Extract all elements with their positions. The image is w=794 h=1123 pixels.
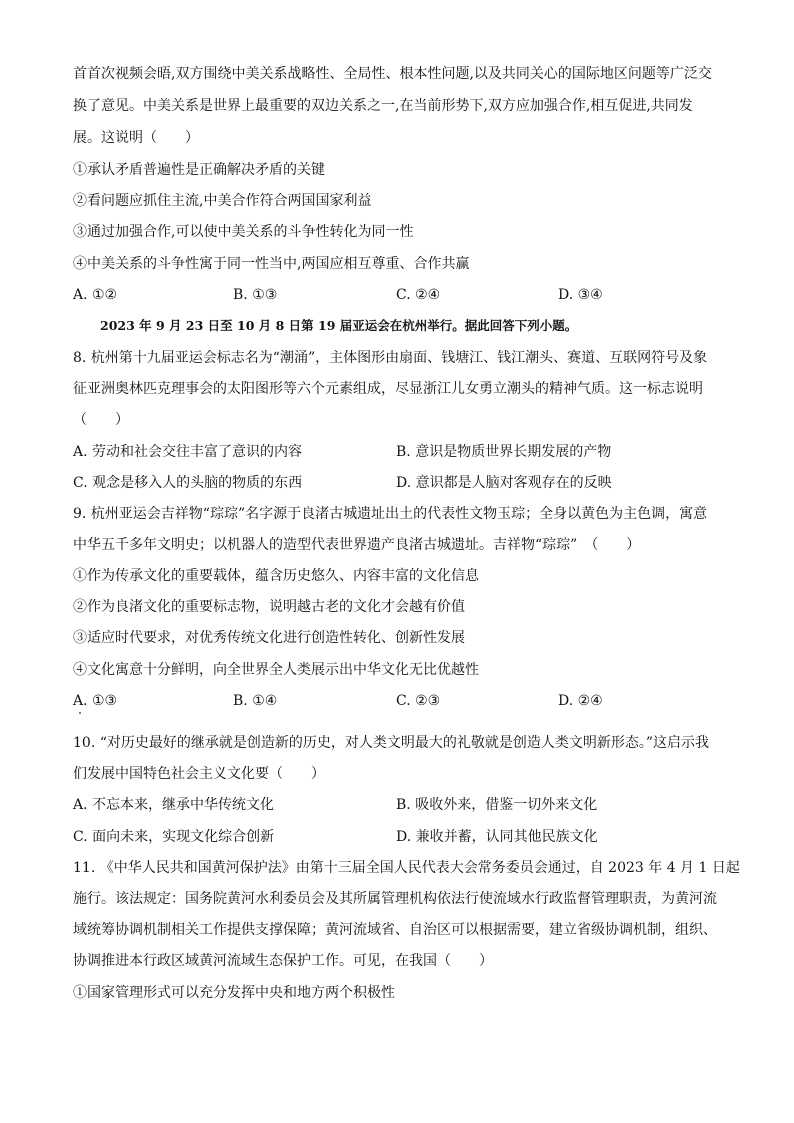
q7-statement-2: ②看问题应抓住主流,中美合作符合两国国家利益 — [73, 193, 372, 209]
q11-statement-1: ①国家管理形式可以充分发挥中央和地方两个积极性 — [73, 985, 395, 1001]
q7-statement-4: ④中美关系的斗争性寓于同一性当中,两国应相互尊重、合作共赢 — [73, 256, 470, 272]
q9-stem-line-2: 中华五千多年文明史；以机器人的造型代表世界遗产良渚古城遗址。吉祥物“琮琮” （ ） — [73, 537, 641, 553]
q11-stem-line-1: 11. 《中华人民共和国黄河保护法》由第十三届全国人民代表大会常务委员会通过，自 2023 年 4 月 1 日起 — [73, 860, 740, 876]
q7-statement-3: ③通过加强合作,可以使中美关系的斗争性转化为同一性 — [73, 224, 414, 240]
context-note: 2023 年 9 月 23 日至 10 月 8 日第 19 届亚运会在杭州举行。据此回答下列小题。 — [100, 318, 578, 333]
q7-option-c: C. ②④ — [396, 287, 441, 303]
q8-stem-line-2: 征亚洲奥林匹克理事会的太阳图形等六个元素组成，尽显浙江儿女勇立潮头的精神气质。这一标志说明 — [73, 381, 703, 397]
q7-stem-line-1: 首首次视频会晤,双方围绕中美关系战略性、全局性、根本性问题,以及共同关心的国际地区问题等广泛交 — [73, 66, 712, 82]
q9-statement-1: ①作为传承文化的重要载体，蕴含历史悠久、内容丰富的文化信息 — [73, 568, 479, 584]
q11-stem-line-4: 协调推进本行政区域黄河流域生态保护工作。可见，在我国（ ） — [73, 953, 493, 969]
q11-stem-line-2: 施行。该法规定：国务院黄河水利委员会及其所属管理机构依法行使流域水行政监督管理职责，为黄河流 — [73, 891, 717, 907]
q9-statement-3: ③适应时代要求，对优秀传统文化进行创造性转化、创新性发展 — [73, 630, 465, 646]
q11-stem-line-3: 域统筹协调机制相关工作提供支撑保障；黄河流域省、自治区可以根据需要，建立省级协调机制，组织、 — [73, 922, 717, 938]
q8-option-b: B. 意识是物质世界长期发展的产物 — [396, 444, 612, 460]
q8-option-a: A. 劳动和社会交往丰富了意识的内容 — [73, 444, 303, 460]
q7-stem-line-2: 换了意见。中美关系是世界上最重要的双边关系之一,在当前形势下,双方应加强合作,相互促进,共同发 — [73, 98, 693, 114]
q7-option-a: A. ①② — [73, 287, 118, 303]
q10-option-d: D. 兼收并蓄，认同其他民族文化 — [396, 829, 598, 845]
q9-option-d: D. ②④ — [558, 693, 603, 709]
q10-stem-line-2: 们发展中国特色社会主义文化要（ ） — [73, 766, 325, 782]
q7-option-b: B. ①③ — [233, 287, 278, 303]
q7-stem-line-3: 展。这说明（ ） — [73, 130, 199, 146]
q7-option-d: D. ③④ — [558, 287, 603, 303]
q9-option-c: C. ②③ — [396, 693, 441, 709]
stray-mark — [79, 712, 81, 714]
q9-option-a: A. ①③ — [73, 693, 118, 709]
q8-option-d: D. 意识都是人脑对客观存在的反映 — [396, 475, 612, 491]
q9-option-b: B. ①④ — [233, 693, 278, 709]
q7-statement-1: ①承认矛盾普遍性是正确解决矛盾的关键 — [73, 162, 325, 178]
q8-stem-line-3: （ ） — [73, 412, 129, 428]
q9-statement-2: ②作为良渚文化的重要标志物，说明越古老的文化才会越有价值 — [73, 599, 465, 615]
q10-option-a: A. 不忘本来，继承中华传统文化 — [73, 797, 275, 813]
q10-option-b: B. 吸收外来，借鉴一切外来文化 — [396, 797, 598, 813]
q10-option-c: C. 面向未来，实现文化综合创新 — [73, 829, 275, 845]
q10-stem-line-1: 10. “对历史最好的继承就是创造新的历史，对人类文明最大的礼敬就是创造人类文明新形态。”这启示我 — [73, 735, 710, 751]
q9-statement-4: ④文化寓意十分鲜明，向全世界全人类展示出中华文化无比优越性 — [73, 662, 479, 678]
q9-stem-line-1: 9. 杭州亚运会吉祥物“琮琮”名字源于良渚古城遗址出土的代表性文物玉琮；全身以黄色为主色调，寓意 — [73, 506, 708, 522]
q8-option-c: C. 观念是移入人的头脑的物质的东西 — [73, 475, 303, 491]
q8-stem-line-1: 8. 杭州第十九届亚运会标志名为“潮涌”，主体图形由扇面、钱塘江、钱江潮头、赛道、互联网符号及象 — [73, 350, 708, 366]
